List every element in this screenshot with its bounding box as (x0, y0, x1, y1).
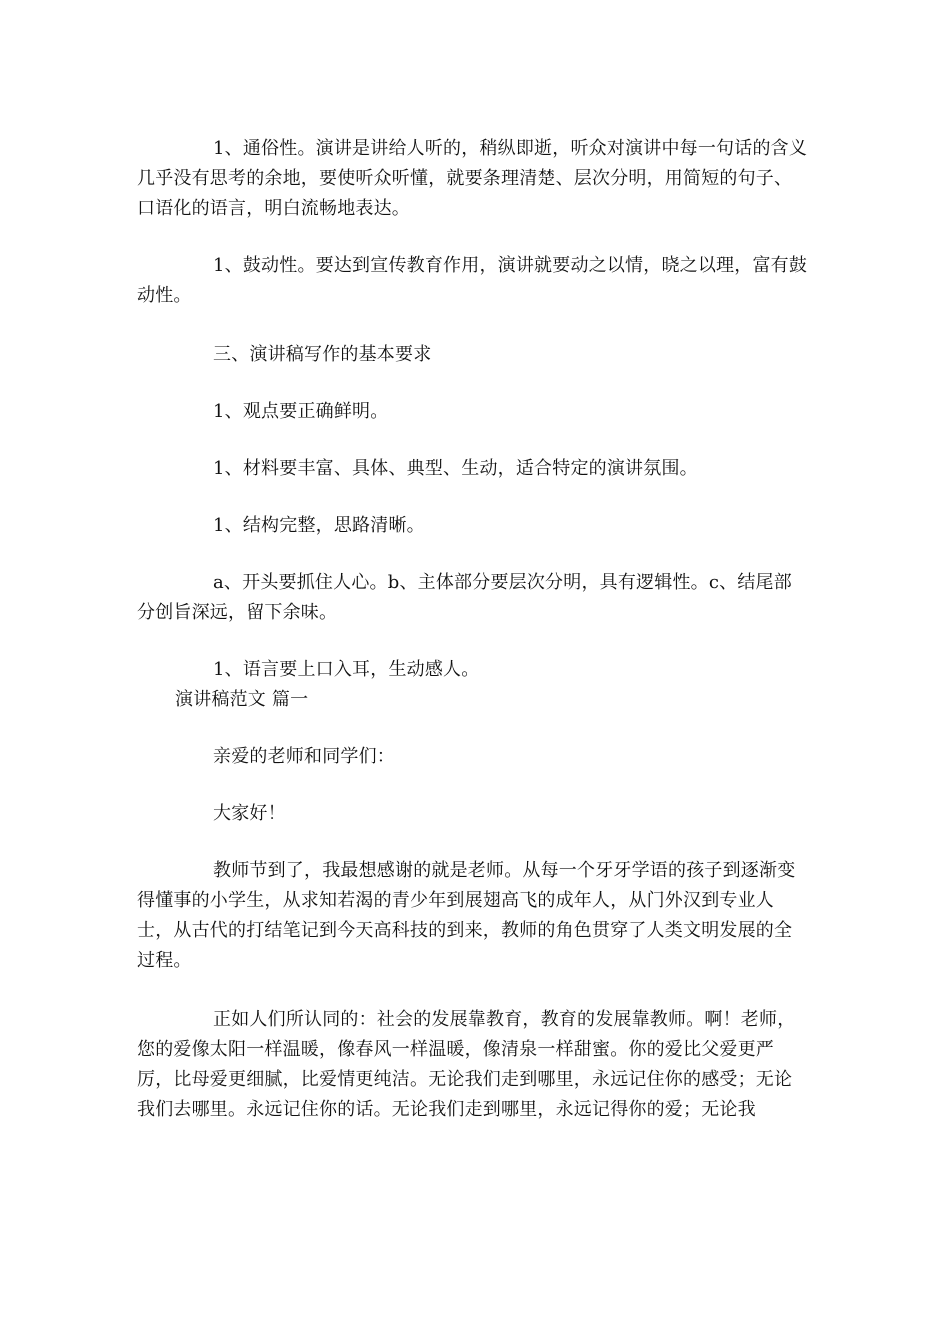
paragraph-popularity: 1、通俗性。演讲是讲给人听的，稍纵即逝，听众对演讲中每一句话的含义几乎没有思考的余地，要使听众听懂，就要条理清楚、层次分明，用简短的句子、口语化的语言，明白流畅地表达。 (137, 138, 808, 219)
speech-paragraph-1: 教师节到了，我最想感谢的就是老师。从每一个牙牙学语的孩子到逐渐变得懂事的小学生，从求知若渴的青少年到展翅高飞的成年人，从门外汉到专业人士，从古代的打结笔记到今天高科技的到来，教师的角色贯穿了人类文明发展的全过程。 (137, 860, 796, 971)
paragraph-structure: 1、结构完整，思路清晰。 (213, 515, 425, 536)
paragraph-viewpoint: 1、观点要正确鲜明。 (213, 401, 389, 422)
document-body (137, 134, 809, 1125)
paragraph-structure-parts: a、开头要抓住人心。b、主体部分要层次分明，具有逻辑性。c、结尾部分创旨深远，留下余味。 (137, 572, 792, 623)
paragraph-inspiring: 1、鼓动性。要达到宣传教育作用，演讲就要动之以情，晓之以理，富有鼓动性。 (137, 255, 808, 306)
speech-greeting: 大家好！ (213, 803, 286, 824)
speech-salutation: 亲爱的老师和同学们： (213, 746, 395, 767)
speech-paragraph-2: 正如人们所认同的：社会的发展靠教育，教育的发展靠教师。啊！老师，您的爱像太阳一样温暖，像春风一样温暖，像清泉一样甜蜜。你的爱比父爱更严厉，比母爱更细腻，比爱情更纯洁。无论我们走到哪里，永远记住你的感受；无论我们去哪里。永远记住你的话。无论我们走到哪里，永远记得你的爱；无论我 (137, 1009, 796, 1120)
section-heading: 演讲稿范文 篇一 (175, 689, 309, 710)
paragraph-requirements-heading: 三、演讲稿写作的基本要求 (213, 344, 432, 365)
paragraph-language: 1、语言要上口入耳，生动感人。 (213, 659, 480, 680)
paragraph-materials: 1、材料要丰富、具体、典型、生动，适合特定的演讲氛围。 (213, 458, 698, 479)
